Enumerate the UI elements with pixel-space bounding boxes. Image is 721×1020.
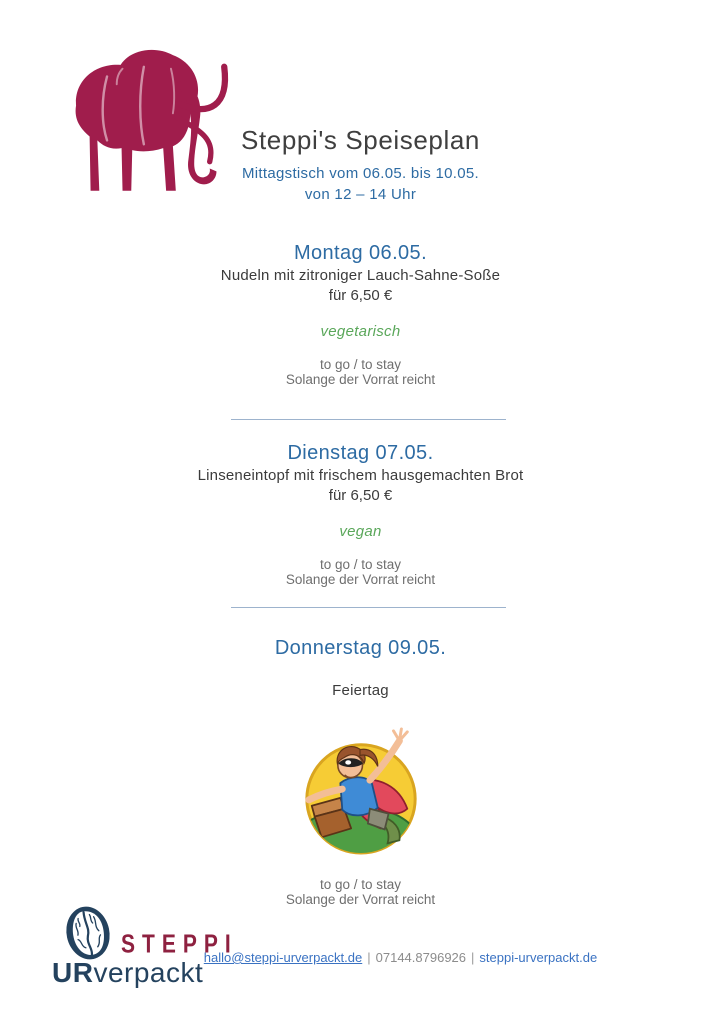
section-notes [0, 358, 721, 387]
website-link[interactable]: steppi-urverpackt.de [479, 950, 598, 965]
email-link[interactable]: hallo@steppi-urverpackt.de [203, 950, 363, 965]
togo-note: to go / to stay [319, 357, 402, 372]
holiday-label: Feiertag [332, 682, 389, 699]
subtitle-line-1: Mittagstisch vom 06.05. bis 10.05. [242, 165, 479, 182]
logo-wordmark-steppi: STEPPI [121, 930, 238, 959]
section-notes [0, 558, 721, 587]
page-title: Steppi's Speiseplan [241, 125, 480, 155]
superhero-flying-illustration [290, 726, 432, 857]
separator: | [471, 950, 475, 965]
section-divider [231, 607, 506, 608]
separator: | [367, 950, 371, 965]
logo-verpackt: verpackt [93, 957, 204, 988]
day-heading: Donnerstag 09.05. [274, 637, 447, 659]
togo-note: to go / to stay [319, 877, 402, 892]
holiday-illustration-wrap [0, 726, 721, 857]
togo-note: to go / to stay [319, 557, 402, 572]
price: für 6,50 € [328, 287, 393, 304]
diet-label: vegan [339, 523, 382, 540]
dish-name: Nudeln mit zitroniger Lauch-Sahne-Soße [220, 267, 501, 284]
section-divider [231, 419, 506, 420]
subtitle-line-2: von 12 – 14 Uhr [304, 186, 417, 203]
price: für 6,50 € [328, 487, 393, 504]
menu-section-donnerstag [0, 635, 721, 907]
diet-label: vegetarisch [320, 323, 401, 340]
subtitle [0, 163, 721, 205]
vorrat-note: Solange der Vorrat reicht [285, 891, 436, 907]
phone-number: 07144.8796926 [375, 950, 467, 965]
day-heading: Dienstag 07.05. [287, 442, 434, 464]
menu-section-dienstag [0, 440, 721, 587]
contact-line [80, 950, 721, 965]
day-heading: Montag 06.05. [293, 242, 428, 264]
vorrat-note: Solange der Vorrat reicht [285, 371, 436, 387]
vorrat-note: Solange der Vorrat reicht [285, 571, 436, 587]
dish-name: Linseneintopf mit frischem hausgemachten Brot [197, 467, 524, 484]
menu-section-montag [0, 240, 721, 387]
logo-ur-bold: UR [52, 957, 94, 988]
